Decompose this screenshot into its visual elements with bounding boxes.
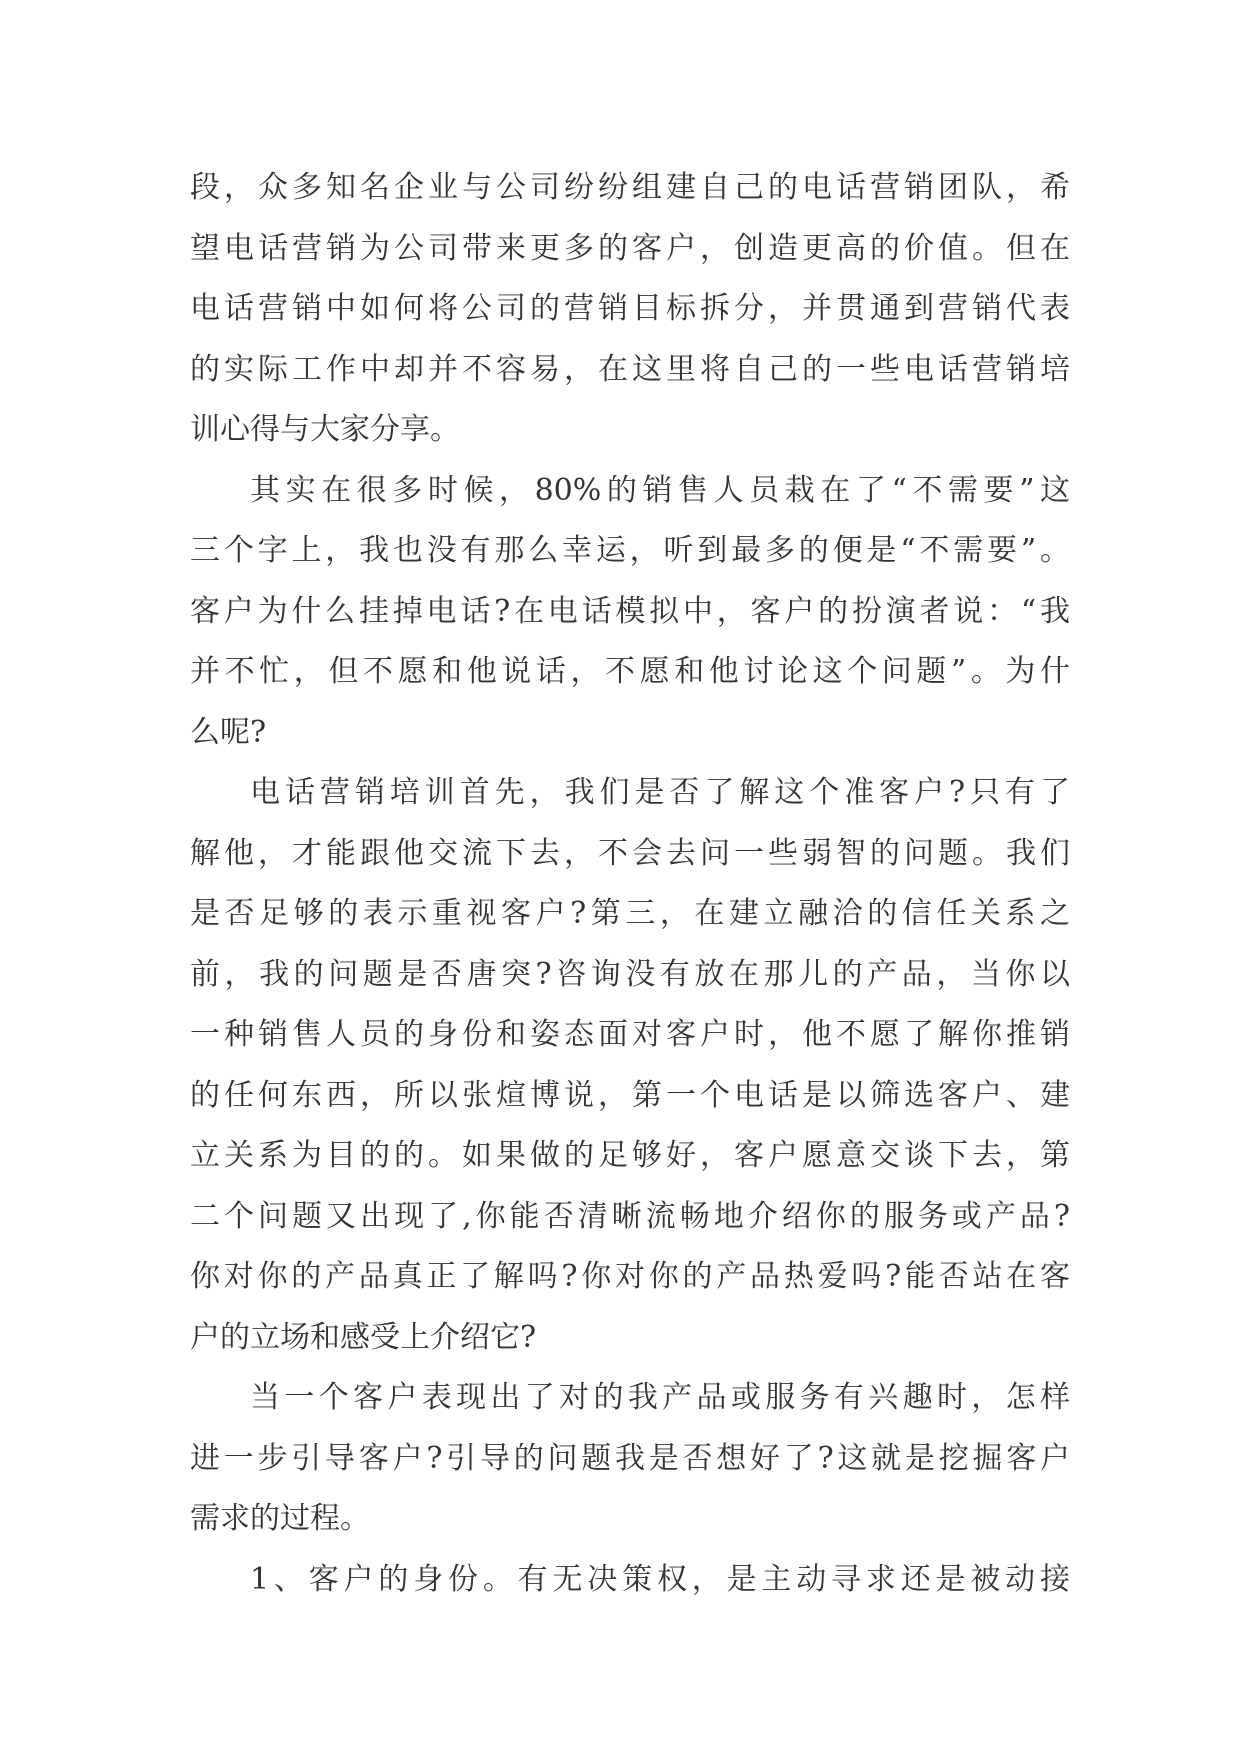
text-line: 一种销售人员的身份和姿态面对客户时，他不愿了解你推销 (190, 1017, 1070, 1052)
text-line: 户的立场和感受上介绍它? (190, 1319, 537, 1355)
text-line: 解他，才能跟他交流下去，不会去问一些弱智的问题。我们 (190, 835, 1070, 871)
text-line: 三个字上，我也没有那么幸运，听到最多的便是“不需要”。 (190, 533, 1070, 568)
text-line: 训心得与大家分享。 (190, 412, 460, 447)
text-line: 立关系为目的的。如果做的足够好，客户愿意交谈下去，第 (190, 1138, 1070, 1173)
text-line: 望电话营销为公司带来更多的客户，创造更高的价值。但在 (190, 230, 1070, 266)
document-body (190, 158, 1070, 1610)
text-line: 电话营销中如何将公司的营销目标拆分，并贯通到营销代表 (190, 291, 1070, 326)
text-line: 的任何东西，所以张煊博说，第一个电话是以筛选客户、建 (190, 1077, 1070, 1113)
text-line: 么呢? (190, 714, 267, 750)
paragraph (190, 1368, 1070, 1550)
text-line: 需求的过程。 (190, 1501, 370, 1536)
paragraph (190, 461, 1070, 764)
text-line: 段，众多知名企业与公司纷纷组建自己的电话营销团队，希 (190, 170, 1070, 205)
text-line: 客户为什么挂掉电话?在电话模拟中，客户的扮演者说：“我 (190, 593, 1070, 629)
paragraph (190, 763, 1070, 1368)
text-line: 1、客户的身份。有无决策权，是主动寻求还是被动接 (250, 1561, 1070, 1597)
text-line: 电话营销培训首先，我们是否了解这个准客户?只有了 (250, 775, 1070, 810)
text-line: 是否足够的表示重视客户?第三，在建立融洽的信任关系之 (190, 896, 1070, 931)
paragraph (190, 158, 1070, 461)
paragraph (190, 1550, 1070, 1611)
text-line: 当一个客户表现出了对的我产品或服务有兴趣时，怎样 (250, 1380, 1070, 1415)
text-line: 二个问题又出现了,你能否清晰流畅地介绍你的服务或产品? (190, 1198, 1070, 1234)
text-line: 进一步引导客户?引导的问题我是否想好了?这就是挖掘客户 (190, 1440, 1070, 1476)
text-line: 前，我的问题是否唐突?咨询没有放在那儿的产品，当你以 (190, 956, 1070, 992)
text-line: 其实在很多时候，80%的销售人员栽在了“不需要”这 (250, 472, 1070, 508)
text-line: 的实际工作中却并不容易，在这里将自己的一些电话营销培 (190, 351, 1070, 387)
text-line: 你对你的产品真正了解吗?你对你的产品热爱吗?能否站在客 (190, 1259, 1070, 1294)
text-line: 并不忙，但不愿和他说话，不愿和他讨论这个问题”。为什 (190, 654, 1070, 689)
